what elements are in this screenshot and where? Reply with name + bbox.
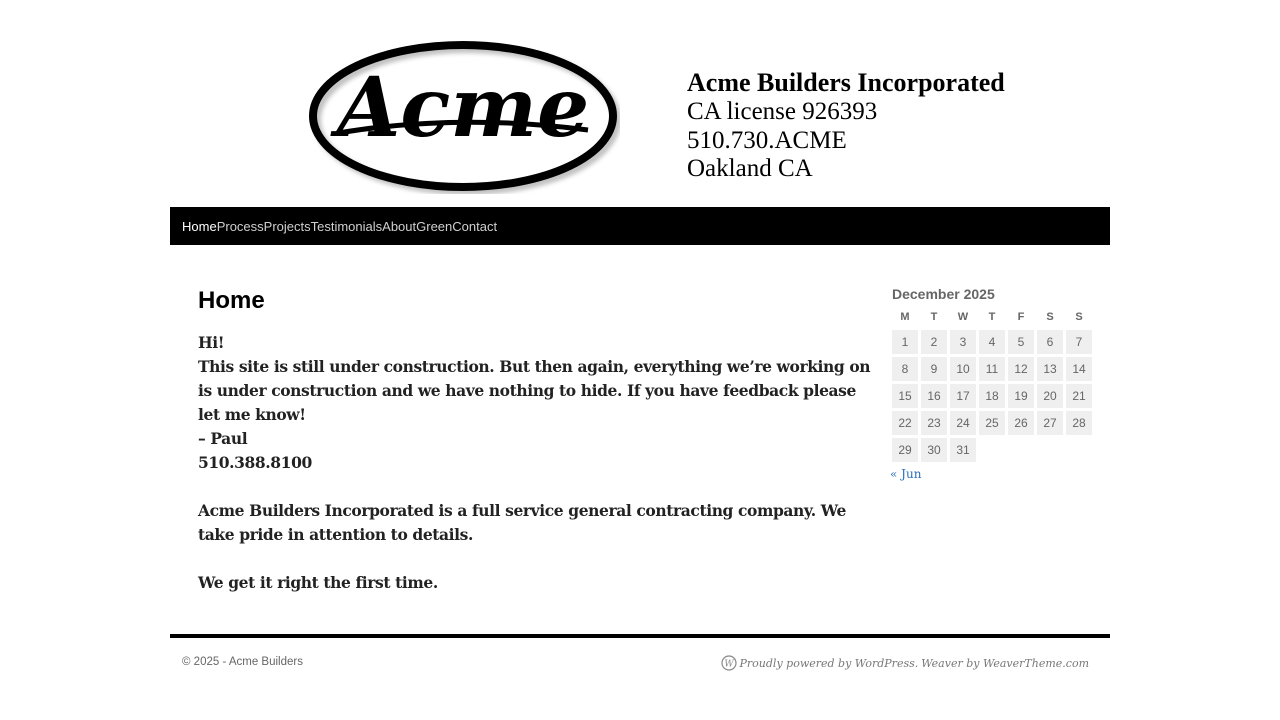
- greeting: Hi!: [198, 333, 225, 352]
- calendar-day: 14: [1066, 357, 1092, 381]
- footer-copyright: © 2025 - Acme Builders: [182, 656, 303, 668]
- calendar-day: 26: [1008, 411, 1034, 435]
- calendar-day: 23: [921, 411, 947, 435]
- site-info: [687, 68, 1005, 184]
- acme-logo[interactable]: [308, 38, 620, 194]
- calendar-day: 8: [892, 357, 918, 381]
- nav-item-contact[interactable]: Contact: [452, 218, 498, 234]
- calendar-day: 11: [979, 357, 1005, 381]
- calendar-day: 13: [1037, 357, 1063, 381]
- calendar-empty-cell: [1037, 438, 1063, 462]
- calendar-day: 17: [950, 384, 976, 408]
- signature-phone: 510.388.8100: [198, 453, 312, 472]
- location: Oakland CA: [687, 155, 813, 182]
- calendar-caption: December 2025: [892, 286, 995, 302]
- calendar-day: 12: [1008, 357, 1034, 381]
- calendar-empty-cell: [979, 438, 1005, 462]
- page-title: Home: [198, 287, 265, 314]
- calendar-prev-month-link[interactable]: « Jun: [890, 467, 922, 481]
- calendar-empty-cell: [1008, 438, 1034, 462]
- calendar-day: 9: [921, 357, 947, 381]
- wordpress-link[interactable]: Proudly powered by WordPress.: [739, 656, 919, 670]
- phone-number: 510.730.ACME: [687, 126, 847, 154]
- wordpress-icon[interactable]: [721, 655, 737, 671]
- company-name: Acme Builders Incorporated: [687, 68, 1005, 97]
- calendar-day: 2: [921, 330, 947, 354]
- weekday-header: S: [1075, 311, 1083, 323]
- nav-item-projects[interactable]: Projects: [263, 218, 311, 234]
- calendar-day: 29: [892, 438, 918, 462]
- about-text: Acme Builders Incorporated is a full service general contracting company. We take pride in attention to details.: [198, 501, 846, 544]
- footer-divider: [170, 634, 1110, 638]
- calendar-day: 10: [950, 357, 976, 381]
- signature: – Paul: [198, 429, 248, 448]
- tagline: We get it right the first time.: [198, 573, 438, 592]
- nav-item-process[interactable]: Process: [216, 218, 264, 234]
- calendar-day: 24: [950, 411, 976, 435]
- calendar-day: 28: [1066, 411, 1092, 435]
- weekday-header: S: [1046, 311, 1054, 323]
- nav-item-about[interactable]: About: [382, 218, 417, 234]
- calendar-day: 22: [892, 411, 918, 435]
- weekday-header: F: [1017, 311, 1025, 323]
- calendar-day: 1: [892, 330, 918, 354]
- calendar-day: 3: [950, 330, 976, 354]
- entry-content: [198, 331, 878, 595]
- calendar-day: 16: [921, 384, 947, 408]
- calendar-day: 25: [979, 411, 1005, 435]
- calendar-day: 18: [979, 384, 1005, 408]
- calendar-day: 15: [892, 384, 918, 408]
- calendar-day: 20: [1037, 384, 1063, 408]
- intro-text: This site is still under construction. But then again, everything we’re working on is under construction and we have nothing to hide. If you have feedback please let me know!: [198, 357, 871, 424]
- site-header: [170, 0, 1110, 207]
- license-number: CA license 926393: [687, 98, 878, 125]
- calendar-day: 31: [950, 438, 976, 462]
- weekday-header: M: [900, 311, 910, 323]
- weekday-header: T: [988, 311, 996, 323]
- svg-text:Acme: Acme: [336, 60, 590, 156]
- calendar-day: 19: [1008, 384, 1034, 408]
- footer-credits: [721, 655, 1089, 671]
- sidebar: [890, 284, 1100, 483]
- nav-item-green[interactable]: Green: [416, 218, 453, 234]
- calendar-day: 4: [979, 330, 1005, 354]
- calendar-day: 7: [1066, 330, 1092, 354]
- weekday-header: W: [957, 311, 969, 323]
- svg-text:W: W: [723, 659, 734, 670]
- weaver-theme-link[interactable]: Weaver by WeaverTheme.com: [921, 656, 1089, 670]
- nav-item-testimonials[interactable]: Testimonials: [310, 218, 383, 234]
- nav-item-home[interactable]: Home: [182, 218, 217, 234]
- page-wrapper: [170, 0, 1110, 670]
- weekday-header: T: [930, 311, 938, 323]
- calendar-day: 27: [1037, 411, 1063, 435]
- calendar-day: 21: [1066, 384, 1092, 408]
- main-nav: [170, 207, 1110, 245]
- calendar-table: [889, 304, 1095, 465]
- calendar-empty-cell: [1066, 438, 1092, 462]
- main-content: [198, 285, 878, 619]
- calendar-day: 30: [921, 438, 947, 462]
- calendar-day: 6: [1037, 330, 1063, 354]
- calendar-day: 5: [1008, 330, 1034, 354]
